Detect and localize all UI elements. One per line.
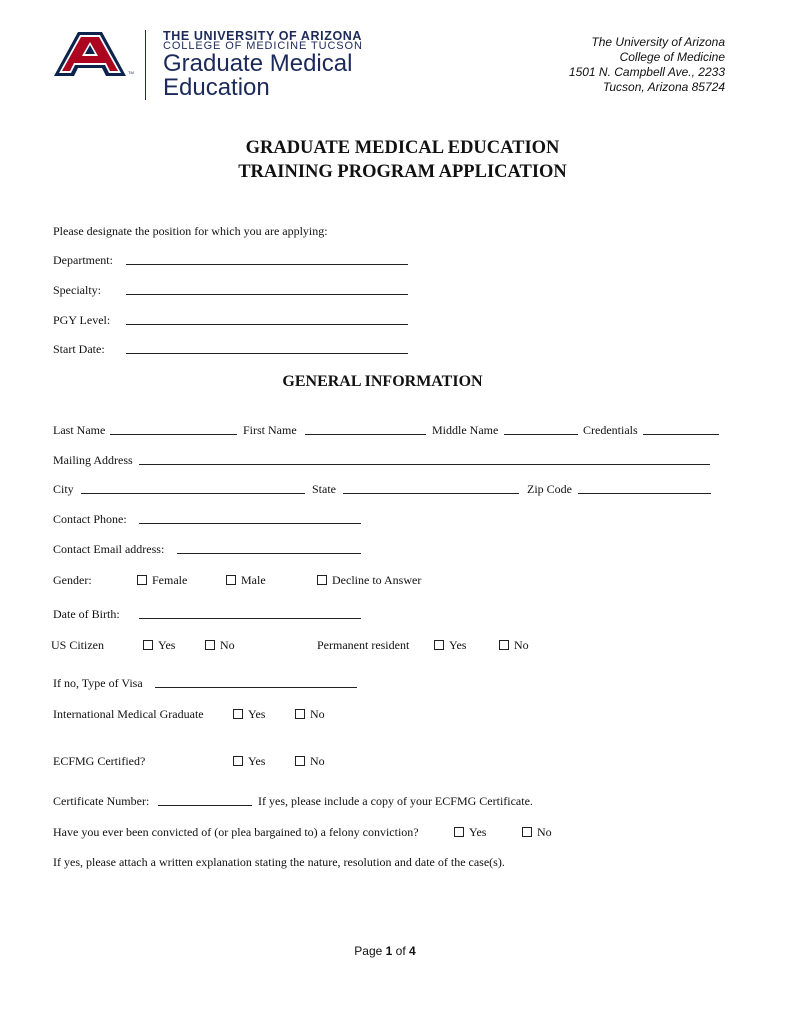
yes-label: Yes [469,825,487,839]
state-label: State [312,482,336,496]
start-date-field[interactable] [126,353,408,354]
last-name-label: Last Name [53,423,106,437]
last-name-field[interactable] [110,434,237,435]
ecfmg-no-option[interactable] [295,754,325,769]
checkbox-icon[interactable] [499,640,509,650]
city-label: City [53,482,74,496]
no-label: No [310,754,325,768]
img-yes-option[interactable] [233,707,265,722]
female-label: Female [152,573,188,587]
checkbox-icon[interactable] [226,575,236,585]
dob-field[interactable] [139,618,361,619]
male-label: Male [241,573,266,587]
page-word: Page [354,944,383,958]
checkbox-icon[interactable] [522,827,532,837]
of-word: of [395,944,406,958]
university-logo [52,30,132,80]
checkbox-icon[interactable] [317,575,327,585]
checkbox-icon[interactable] [454,827,464,837]
checkbox-icon[interactable] [295,756,305,766]
middle-name-field[interactable] [504,434,578,435]
us-citizen-no-option[interactable] [205,638,235,653]
middle-name-label: Middle Name [432,423,499,437]
ecfmg-label: ECFMG Certified? [53,754,146,768]
img-label: International Medical Graduate [53,707,204,721]
dob-label: Date of Birth: [53,607,120,621]
address-line: College of Medicine [619,50,725,64]
college-name: COLLEGE OF MEDICINE TUCSON [163,40,363,52]
felony-note: If yes, please attach a written explanation stating the nature, resolution and date of the case(s). [53,855,505,869]
yes-label: Yes [248,707,266,721]
first-name-label: First Name [243,423,297,437]
pgy-level-label: PGY Level: [53,313,111,327]
header-divider [145,30,146,100]
page-current: 1 [385,944,393,958]
certificate-number-label: Certificate Number: [53,794,150,808]
checkbox-icon[interactable] [233,709,243,719]
visa-type-field[interactable] [155,687,357,688]
credentials-label: Credentials [583,423,638,437]
visa-type-label: If no, Type of Visa [53,676,143,690]
state-field[interactable] [343,493,519,494]
us-citizen-label: US Citizen [51,638,104,652]
certificate-number-field[interactable] [158,805,252,806]
checkbox-icon[interactable] [205,640,215,650]
zip-code-field[interactable] [578,493,711,494]
zip-code-label: Zip Code [527,482,572,496]
img-no-option[interactable] [295,707,325,722]
address-block [569,35,725,95]
first-name-field[interactable] [305,434,426,435]
contact-phone-field[interactable] [139,523,361,524]
general-information-heading: GENERAL INFORMATION [282,373,483,390]
permanent-resident-yes-option[interactable] [434,638,466,653]
decline-label: Decline to Answer [332,573,422,587]
gender-female-option[interactable] [137,573,187,588]
address-line: The University of Arizona [591,35,725,49]
mailing-address-field[interactable] [139,464,710,465]
certificate-note: If yes, please include a copy of your ECFMG Certificate. [258,794,533,808]
felony-yes-option[interactable] [454,825,486,840]
checkbox-icon[interactable] [137,575,147,585]
department-field[interactable] [126,264,408,265]
specialty-label: Specialty: [53,283,101,297]
program-name-line2: Education [163,74,270,101]
permanent-resident-label: Permanent resident [317,638,410,652]
page-number [0,944,770,958]
address-line: Tucson, Arizona 85724 [602,80,725,94]
form-title-line2: TRAINING PROGRAM APPLICATION [238,162,567,182]
no-label: No [514,638,529,652]
gender-label: Gender: [53,573,92,587]
yes-label: Yes [158,638,176,652]
gender-male-option[interactable] [226,573,266,588]
form-title-line1: GRADUATE MEDICAL EDUCATION [245,138,560,158]
gender-decline-option[interactable] [317,573,421,588]
page-total: 4 [409,944,416,958]
yes-label: Yes [449,638,467,652]
program-name-line1: Graduate Medical [163,50,353,77]
checkbox-icon[interactable] [295,709,305,719]
felony-question: Have you ever been convicted of (or plea bargained to) a felony conviction? [53,825,419,839]
no-label: No [310,707,325,721]
yes-label: Yes [248,754,266,768]
contact-email-field[interactable] [177,553,361,554]
contact-phone-label: Contact Phone: [53,512,127,526]
city-field[interactable] [81,493,305,494]
block-a-icon [52,30,132,80]
no-label: No [220,638,235,652]
permanent-resident-no-option[interactable] [499,638,529,653]
ecfmg-yes-option[interactable] [233,754,265,769]
specialty-field[interactable] [126,294,408,295]
pgy-level-field[interactable] [126,324,408,325]
checkbox-icon[interactable] [233,756,243,766]
svg-text:TM: TM [128,70,134,75]
checkbox-icon[interactable] [143,640,153,650]
us-citizen-yes-option[interactable] [143,638,175,653]
no-label: No [537,825,552,839]
mailing-address-label: Mailing Address [53,453,133,467]
contact-email-label: Contact Email address: [53,542,165,556]
position-intro: Please designate the position for which you are applying: [53,224,328,238]
university-name: THE UNIVERSITY OF ARIZONA [163,29,363,43]
start-date-label: Start Date: [53,342,105,356]
department-label: Department: [53,253,113,267]
felony-no-option[interactable] [522,825,552,840]
checkbox-icon[interactable] [434,640,444,650]
credentials-field[interactable] [643,434,719,435]
address-line: 1501 N. Campbell Ave., 2233 [568,65,725,79]
